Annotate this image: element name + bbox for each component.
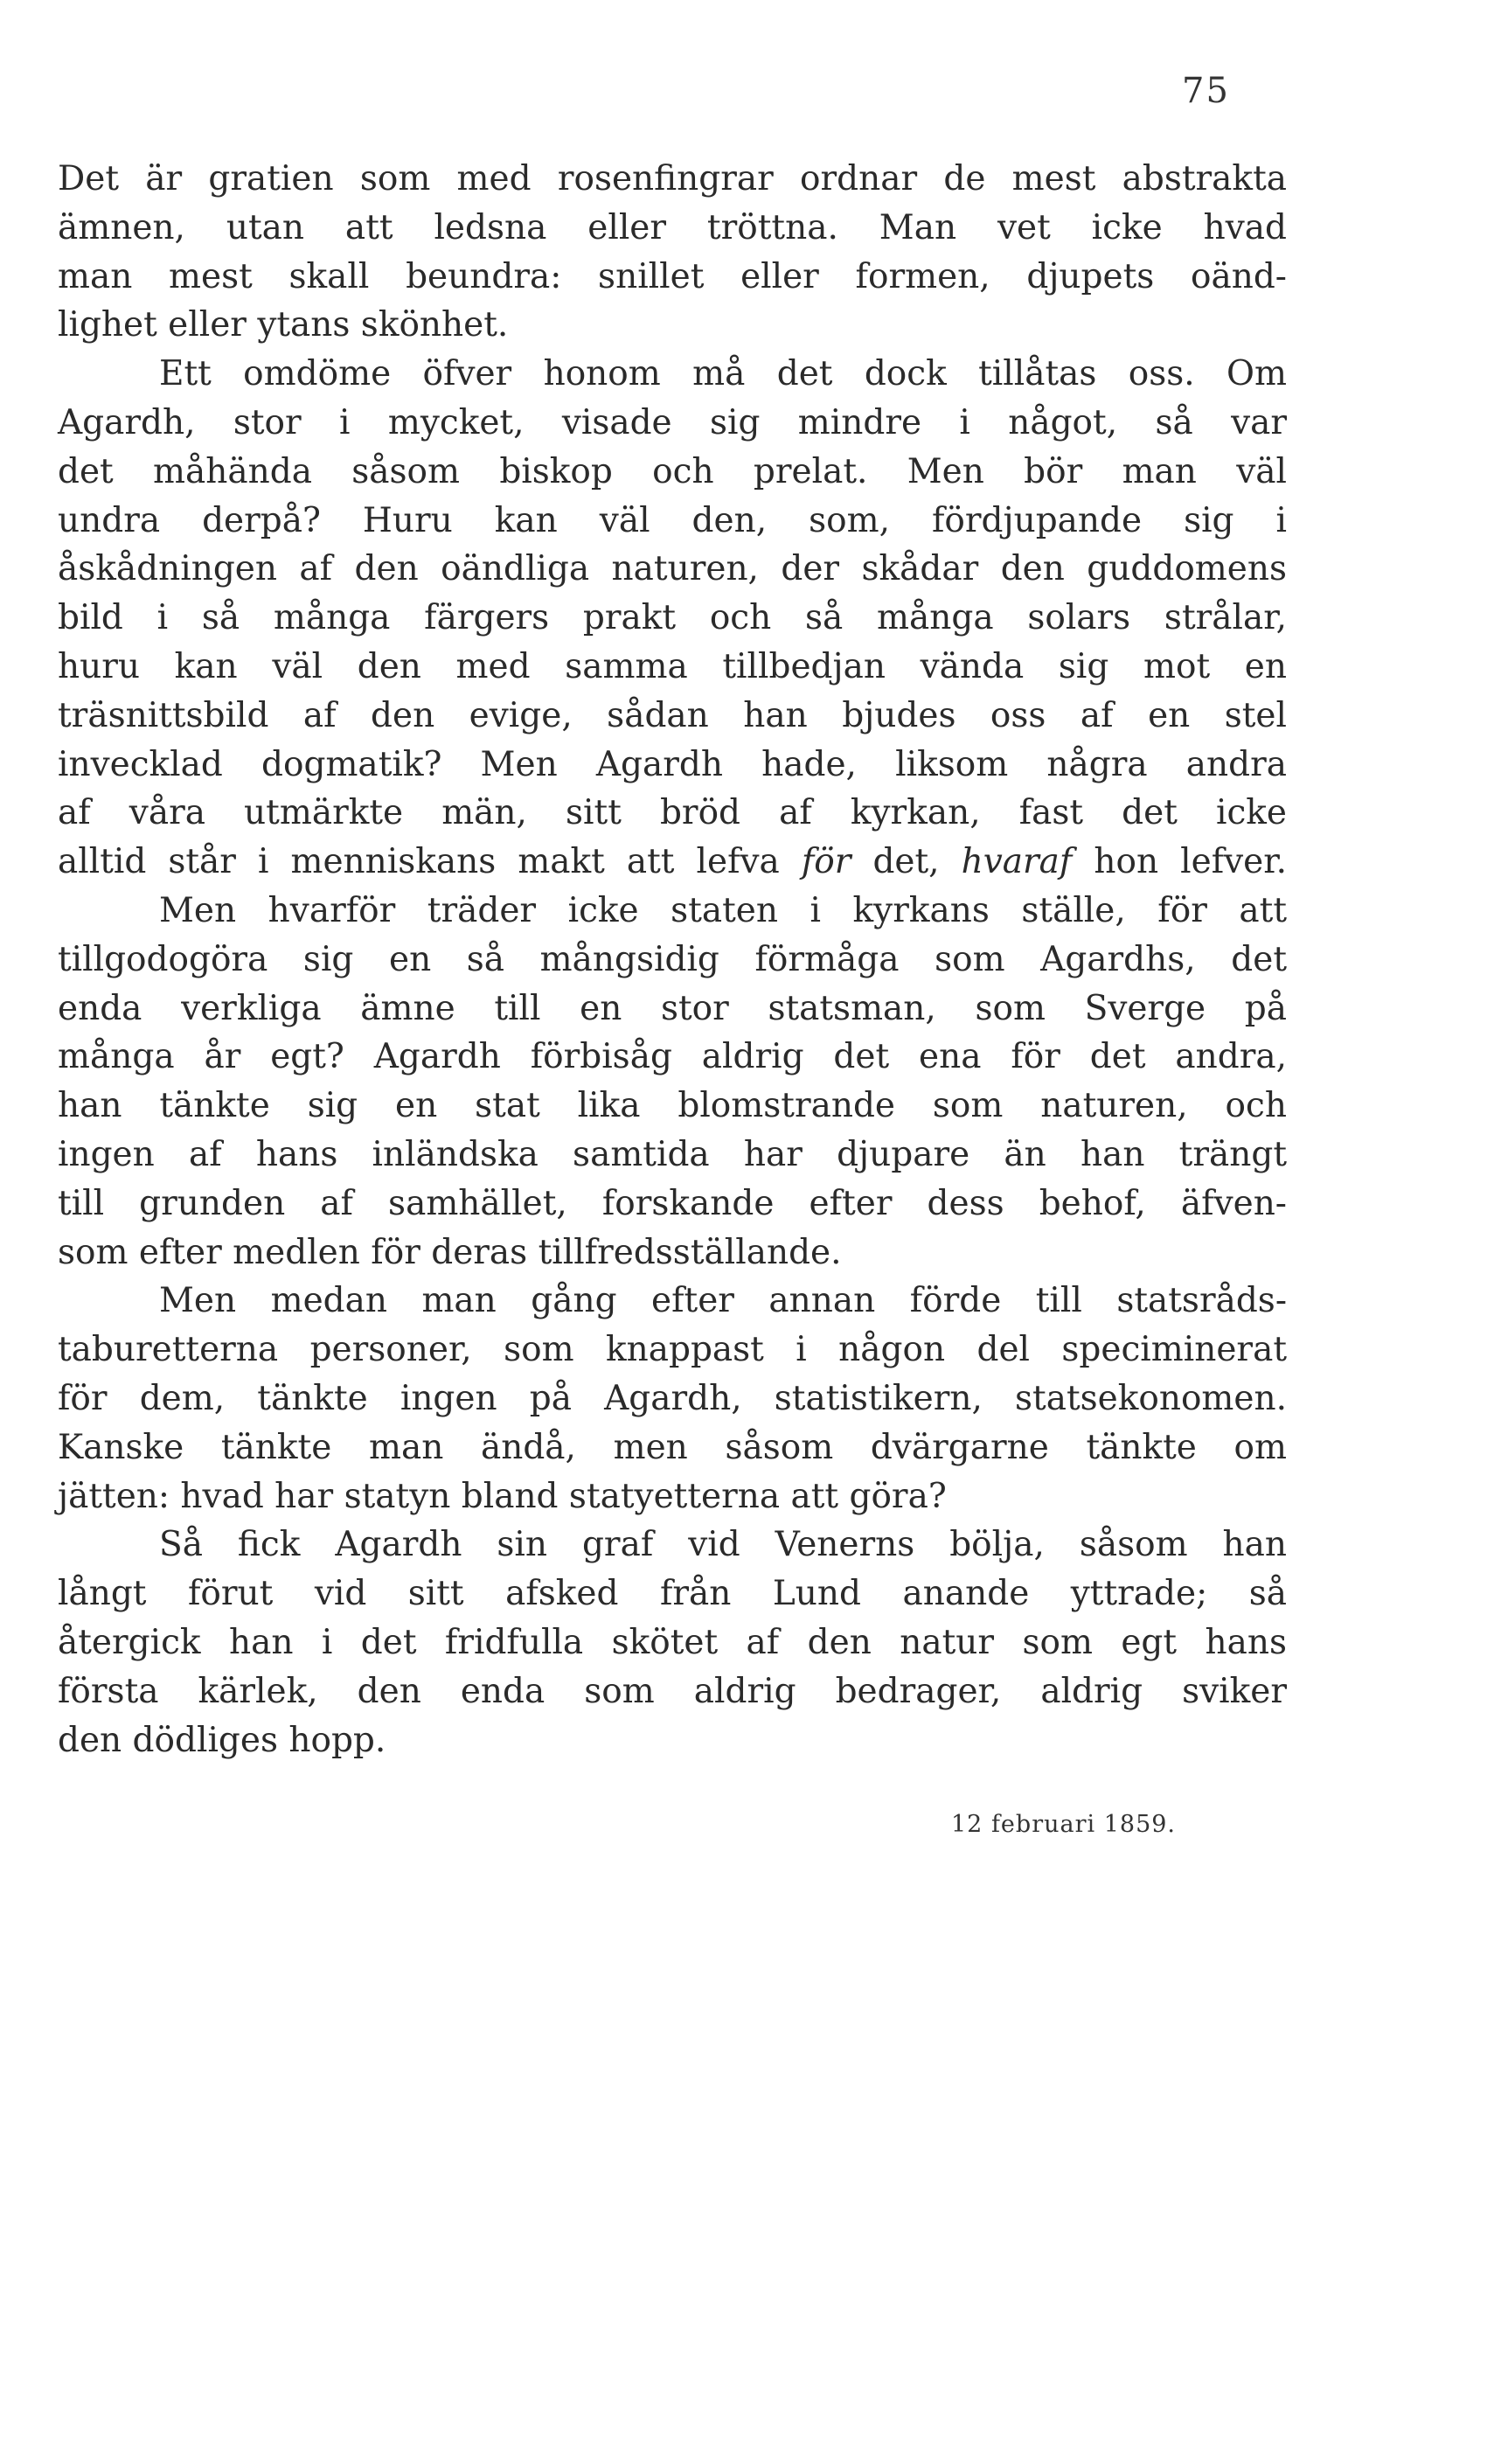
text-line <box>58 1524 1287 1566</box>
line-text: alltid står i menniskans makt att lefva <box>58 842 802 882</box>
text-line <box>58 1476 1287 1518</box>
line-text: Så fick Agardh sin graf vid Venerns bölja, såsom han <box>159 1525 1287 1565</box>
text-line <box>58 695 1287 737</box>
line-text: den dödliges hopp. <box>58 1720 386 1760</box>
line-text: invecklad dogmatik? Men Agardh hade, liksom några andra <box>58 744 1287 784</box>
line-text: huru kan väl den med samma tillbedjan vända sig mot en <box>58 647 1287 686</box>
text-line <box>58 597 1287 639</box>
line-text: som efter medlen för deras tillfredsställande. <box>58 1232 842 1272</box>
line-text: hon lefver. <box>1072 842 1287 882</box>
text-line <box>58 304 1287 346</box>
line-text: till grunden af samhället, forskande efter dess behof, äfven- <box>58 1183 1287 1223</box>
line-text: åskådningen af den oändliga naturen, der skådar den guddomens <box>58 549 1287 589</box>
line-text: jätten: hvad har statyn bland statyetterna att göra? <box>58 1476 947 1516</box>
line-text: långt förut vid sitt afsked från Lund anande yttrade; så <box>58 1574 1287 1614</box>
line-text: tillgodogöra sig en så mångsidig förmåga som Agardhs, det <box>58 939 1287 979</box>
text-line <box>58 1671 1287 1713</box>
text-line <box>58 1573 1287 1615</box>
text-line <box>58 1134 1287 1176</box>
text-line <box>58 1427 1287 1469</box>
text-line <box>58 1183 1287 1225</box>
text-line <box>58 1280 1287 1322</box>
text-line <box>58 402 1287 444</box>
line-text: man mest skall beundra: snillet eller formen, djupets oänd- <box>58 256 1287 296</box>
line-text: han tänkte sig en stat lika blomstrande som naturen, och <box>58 1086 1287 1126</box>
text-line <box>58 1720 1287 1762</box>
text-line <box>58 1036 1287 1078</box>
line-text: återgick han i det fridfulla skötet af den natur som egt hans <box>58 1623 1287 1662</box>
line-text: Agardh, stor i mycket, visade sig mindre i något, så var <box>58 403 1287 442</box>
line-text: lighet eller ytans skönhet. <box>58 305 509 345</box>
line-text: det, <box>851 842 962 882</box>
text-line <box>58 646 1287 688</box>
text-line <box>58 500 1287 542</box>
line-text: Kanske tänkte man ändå, men såsom dvärgarne tänkte om <box>58 1427 1287 1467</box>
text-line <box>58 1378 1287 1420</box>
italic-word: hvaraf <box>961 842 1073 882</box>
line-text: det måhända såsom biskop och prelat. Men bör man väl <box>58 451 1287 491</box>
text-line <box>58 792 1287 834</box>
line-text: många år egt? Agardh förbisåg aldrig det ena för det andra, <box>58 1037 1287 1077</box>
line-text: af våra utmärkte män, sitt bröd af kyrkan, fast det icke <box>58 793 1287 833</box>
line-text: enda verkliga ämne till en stor statsman, som Sverge på <box>58 988 1287 1028</box>
text-line <box>58 207 1287 249</box>
line-text: undra derpå? Huru kan väl den, som, fördjupande sig i <box>58 500 1287 540</box>
line-text: ingen af hans inländska samtida har djupare än han trängt <box>58 1135 1287 1174</box>
text-line <box>58 1329 1287 1371</box>
line-text: Ett omdöme öfver honom må det dock tillåtas oss. Om <box>159 354 1287 394</box>
text-line <box>58 1232 1287 1274</box>
line-text: Men medan man gång efter annan förde till statsråds- <box>159 1281 1287 1321</box>
date-line: 12 februari 1859. <box>951 1811 1177 1838</box>
text-line <box>58 548 1287 590</box>
line-text: första kärlek, den enda som aldrig bedrager, aldrig sviker <box>58 1671 1287 1711</box>
text-line <box>58 841 1287 883</box>
line-text: för dem, tänkte ingen på Agardh, statistikern, statsekonomen. <box>58 1379 1287 1418</box>
italic-word: för <box>801 842 851 882</box>
line-text: träsnittsbild af den evige, sådan han bjudes oss af en stel <box>58 695 1287 735</box>
text-line <box>58 939 1287 981</box>
text-line <box>58 988 1287 1030</box>
page-number: 75 <box>1182 71 1230 111</box>
text-line <box>58 1085 1287 1127</box>
text-line <box>58 451 1287 493</box>
text-line <box>58 256 1287 298</box>
line-text: ämnen, utan att ledsna eller tröttna. Man vet icke hvad <box>58 207 1287 247</box>
line-text: Men hvarför träder icke staten i kyrkans ställe, för att <box>159 891 1287 930</box>
text-line <box>58 158 1287 200</box>
text-line <box>58 1622 1287 1664</box>
line-text: bild i så många färgers prakt och så många solars strålar, <box>58 598 1287 638</box>
line-text: Det är gratien som med rosenfingrar ordnar de mest abstrakta <box>58 159 1287 198</box>
text-line <box>58 890 1287 932</box>
text-line <box>58 744 1287 786</box>
text-line <box>58 353 1287 395</box>
line-text: taburetterna personer, som knappast i någon del speciminerat <box>58 1330 1287 1370</box>
